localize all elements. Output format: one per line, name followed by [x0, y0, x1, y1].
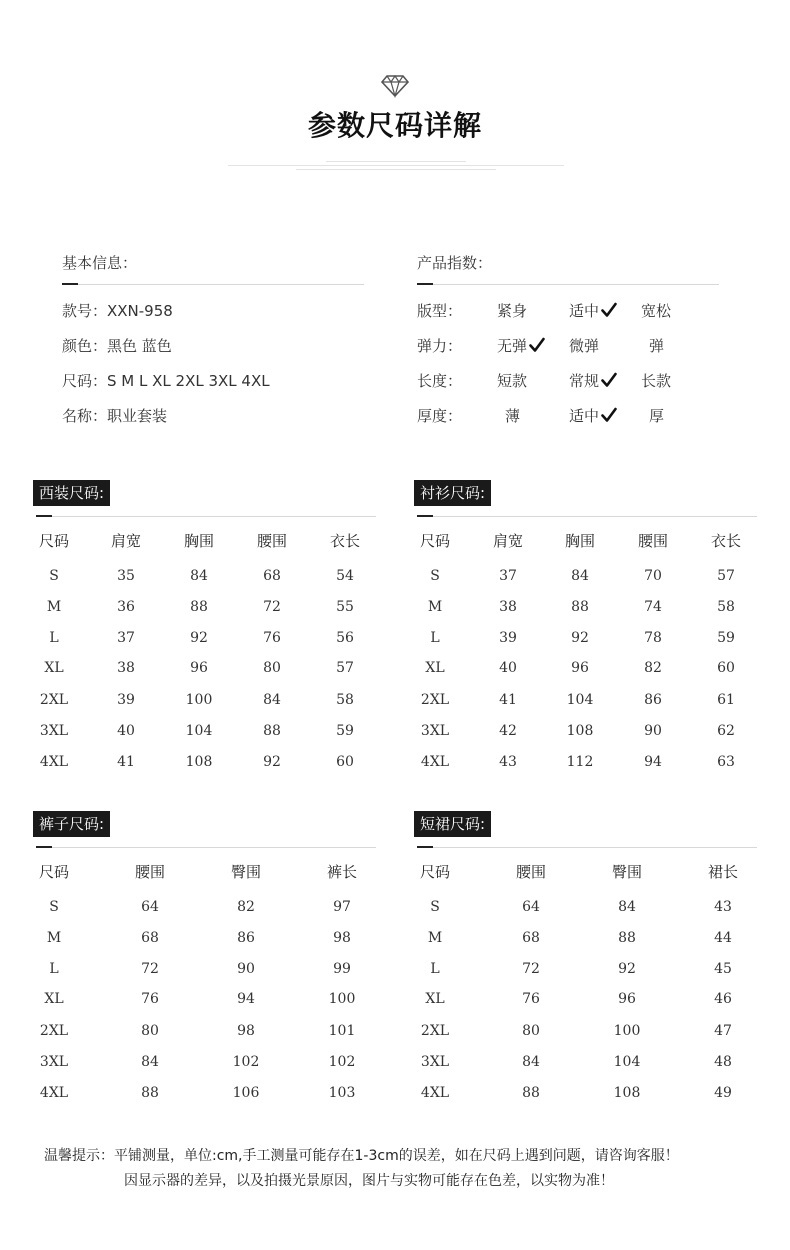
check-icon — [601, 302, 617, 318]
table-header: 肩宽 — [492, 532, 523, 550]
table-cell: XL — [425, 660, 445, 676]
index-option-label: 无弹 — [497, 337, 528, 355]
index-option-label: 适中 — [569, 302, 600, 320]
table-cell: 76 — [263, 630, 281, 646]
index-option — [641, 370, 671, 391]
table-cell: 100 — [613, 1023, 641, 1039]
index-option — [505, 405, 520, 426]
table-cell: 60 — [336, 754, 354, 770]
table-divider — [36, 847, 376, 848]
table-cell: 44 — [714, 930, 732, 946]
table-header: 腰围 — [256, 532, 287, 550]
table-cell: 100 — [328, 991, 356, 1007]
table-cell: 59 — [717, 630, 735, 646]
table-header: 臀围 — [611, 863, 642, 881]
table-cell: 96 — [618, 991, 636, 1007]
index-name: 版型： — [417, 302, 463, 320]
index-option — [641, 300, 671, 321]
table-cell: 70 — [644, 568, 662, 584]
table-cell: 72 — [263, 599, 281, 615]
table-cell: 54 — [336, 568, 354, 584]
table-cell: 3XL — [39, 723, 69, 739]
table-header: 腰围 — [515, 863, 546, 881]
basic-info-accent — [62, 283, 78, 285]
table-cell: 64 — [522, 899, 540, 915]
table-cell: 4XL — [39, 754, 69, 770]
table-header: 胸围 — [183, 532, 214, 550]
table-cell: 86 — [237, 930, 255, 946]
table-cell: 102 — [328, 1054, 356, 1070]
table-cell: 48 — [714, 1054, 732, 1070]
table-cell: 100 — [185, 692, 213, 708]
table-cell: 88 — [190, 599, 208, 615]
index-option-label: 厚 — [649, 407, 665, 425]
table-cell: 3XL — [420, 723, 450, 739]
table-cell: 84 — [141, 1054, 159, 1070]
page-title: 参数尺码详解 — [307, 109, 482, 142]
table-cell: 84 — [618, 899, 636, 915]
table-header: 尺码 — [38, 863, 69, 881]
index-name: 长度： — [417, 372, 463, 390]
table-cell: 35 — [117, 568, 135, 584]
table-cell: 63 — [717, 754, 735, 770]
table-cell: L — [49, 961, 59, 977]
table-cell: 84 — [571, 568, 589, 584]
product-index-accent — [417, 283, 433, 285]
style-number: 款号：XXN-958 — [62, 302, 173, 320]
table-cell: 41 — [499, 692, 517, 708]
basic-info-divider — [62, 284, 364, 285]
table-divider — [36, 516, 376, 517]
table-cell: 92 — [190, 630, 208, 646]
table-cell: 108 — [613, 1085, 641, 1101]
table-cell: S — [430, 568, 440, 584]
table-header: 胸围 — [564, 532, 595, 550]
table-header: 腰围 — [637, 532, 668, 550]
table-header: 衣长 — [329, 532, 360, 550]
table-cell: 3XL — [420, 1054, 450, 1070]
index-name: 弹力： — [417, 337, 463, 355]
table-cell: 92 — [618, 961, 636, 977]
table-cell: M — [46, 599, 62, 615]
index-option-label: 微弹 — [569, 337, 600, 355]
table-cell: 88 — [522, 1085, 540, 1101]
index-option — [569, 335, 599, 356]
table-cell: 46 — [714, 991, 732, 1007]
table-title: 西装尺码: — [33, 480, 110, 506]
colors: 颜色：黑色 蓝色 — [62, 337, 172, 355]
table-cell: 102 — [232, 1054, 260, 1070]
table-cell: 103 — [328, 1085, 356, 1101]
index-option-label: 紧身 — [497, 302, 528, 320]
index-option-label: 薄 — [505, 407, 521, 425]
table-cell: 84 — [263, 692, 281, 708]
table-cell: 72 — [141, 961, 159, 977]
table-cell: 43 — [714, 899, 732, 915]
index-option-label: 宽松 — [641, 302, 672, 320]
table-cell: 84 — [190, 568, 208, 584]
table-cell: 43 — [499, 754, 517, 770]
table-cell: 36 — [117, 599, 135, 615]
table-cell: 68 — [522, 930, 540, 946]
table-cell: L — [49, 630, 59, 646]
table-header: 尺码 — [38, 532, 69, 550]
table-cell: 68 — [141, 930, 159, 946]
table-cell: 45 — [714, 961, 732, 977]
table-cell: 76 — [141, 991, 159, 1007]
index-option-label: 适中 — [569, 407, 600, 425]
table-cell: L — [430, 961, 440, 977]
table-cell: 74 — [644, 599, 662, 615]
title-divider — [228, 158, 564, 172]
table-accent — [417, 846, 433, 848]
table-cell: 57 — [717, 568, 735, 584]
table-cell: 106 — [232, 1085, 260, 1101]
table-cell: XL — [44, 660, 64, 676]
table-cell: 68 — [263, 568, 281, 584]
index-option — [569, 300, 617, 321]
table-cell: 2XL — [39, 692, 69, 708]
basic-info-label: 基本信息： — [62, 254, 138, 272]
table-cell: 101 — [328, 1023, 356, 1039]
table-cell: 88 — [141, 1085, 159, 1101]
table-header: 尺码 — [419, 532, 450, 550]
table-cell: 92 — [571, 630, 589, 646]
index-option-label: 弹 — [649, 337, 665, 355]
table-cell: 94 — [237, 991, 255, 1007]
table-cell: 104 — [185, 723, 213, 739]
index-option-label: 短款 — [497, 372, 528, 390]
table-cell: 88 — [263, 723, 281, 739]
table-cell: 99 — [333, 961, 351, 977]
table-title: 衬衫尺码: — [414, 480, 491, 506]
table-divider — [417, 516, 757, 517]
table-cell: 78 — [644, 630, 662, 646]
table-cell: 62 — [717, 723, 735, 739]
table-cell: 96 — [190, 660, 208, 676]
table-cell: 104 — [566, 692, 594, 708]
table-cell: L — [430, 630, 440, 646]
index-option — [497, 370, 527, 391]
table-cell: 3XL — [39, 1054, 69, 1070]
table-cell: 90 — [237, 961, 255, 977]
table-header: 裙长 — [707, 863, 738, 881]
table-cell: 82 — [644, 660, 662, 676]
index-name: 厚度： — [417, 407, 463, 425]
table-cell: 2XL — [420, 1023, 450, 1039]
table-cell: 39 — [117, 692, 135, 708]
table-header: 裤长 — [326, 863, 357, 881]
table-cell: 76 — [522, 991, 540, 1007]
table-cell: 42 — [499, 723, 517, 739]
table-header: 衣长 — [710, 532, 741, 550]
diamond-icon — [381, 74, 409, 98]
table-cell: 38 — [499, 599, 517, 615]
table-cell: 82 — [237, 899, 255, 915]
table-cell: 58 — [336, 692, 354, 708]
table-cell: XL — [425, 991, 445, 1007]
index-option — [497, 300, 527, 321]
product-index-label: 产品指数： — [417, 254, 493, 272]
table-cell: 57 — [336, 660, 354, 676]
table-cell: S — [430, 899, 440, 915]
table-cell: 40 — [117, 723, 135, 739]
index-option — [569, 370, 617, 391]
index-option — [569, 405, 617, 426]
table-cell: 92 — [263, 754, 281, 770]
table-header: 臀围 — [230, 863, 261, 881]
table-cell: S — [49, 568, 59, 584]
table-cell: 4XL — [420, 1085, 450, 1101]
table-cell: M — [46, 930, 62, 946]
table-cell: 37 — [117, 630, 135, 646]
table-header: 肩宽 — [110, 532, 141, 550]
table-cell: 2XL — [420, 692, 450, 708]
index-option-label: 常规 — [569, 372, 600, 390]
table-cell: M — [427, 599, 443, 615]
table-cell: 98 — [333, 930, 351, 946]
table-cell: 4XL — [420, 754, 450, 770]
table-cell: 86 — [644, 692, 662, 708]
table-cell: 97 — [333, 899, 351, 915]
table-cell: 94 — [644, 754, 662, 770]
item-name: 名称：职业套装 — [62, 407, 168, 425]
table-cell: 2XL — [39, 1023, 69, 1039]
table-cell: 4XL — [39, 1085, 69, 1101]
table-cell: 88 — [618, 930, 636, 946]
sizes: 尺码：S M L XL 2XL 3XL 4XL — [62, 372, 270, 390]
index-option — [497, 335, 545, 356]
table-cell: 96 — [571, 660, 589, 676]
table-cell: M — [427, 930, 443, 946]
table-accent — [36, 515, 52, 517]
table-cell: 56 — [336, 630, 354, 646]
table-cell: 98 — [237, 1023, 255, 1039]
tip-note: 温馨提示：平铺测量，单位:cm,手工测量可能存在1-3cm的误差，如在尺码上遇到问题，请咨询客服！ — [44, 1148, 679, 1164]
table-accent — [36, 846, 52, 848]
table-cell: S — [49, 899, 59, 915]
table-accent — [417, 515, 433, 517]
table-cell: 80 — [263, 660, 281, 676]
table-cell: 37 — [499, 568, 517, 584]
table-cell: 84 — [522, 1054, 540, 1070]
table-title: 裤子尺码: — [33, 811, 110, 837]
index-option — [649, 335, 664, 356]
table-cell: 59 — [336, 723, 354, 739]
table-cell: 38 — [117, 660, 135, 676]
check-icon — [601, 372, 617, 388]
table-cell: 88 — [571, 599, 589, 615]
table-title: 短裙尺码: — [414, 811, 491, 837]
table-cell: 64 — [141, 899, 159, 915]
table-cell: 108 — [566, 723, 594, 739]
table-header: 尺码 — [419, 863, 450, 881]
table-cell: 80 — [522, 1023, 540, 1039]
table-cell: 55 — [336, 599, 354, 615]
index-option — [649, 405, 664, 426]
table-cell: 61 — [717, 692, 735, 708]
table-cell: 58 — [717, 599, 735, 615]
table-cell: 47 — [714, 1023, 732, 1039]
table-divider — [417, 847, 757, 848]
check-icon — [601, 407, 617, 423]
check-icon — [529, 337, 545, 353]
product-index-divider — [417, 284, 719, 285]
table-cell: 80 — [141, 1023, 159, 1039]
table-cell: 60 — [717, 660, 735, 676]
table-cell: 90 — [644, 723, 662, 739]
color-note: 因显示器的差异，以及拍摄光景原因，图片与实物可能存在色差，以实物为准！ — [124, 1173, 614, 1189]
table-cell: 39 — [499, 630, 517, 646]
table-cell: 72 — [522, 961, 540, 977]
table-cell: XL — [44, 991, 64, 1007]
table-cell: 112 — [566, 754, 594, 770]
table-cell: 40 — [499, 660, 517, 676]
index-option-label: 长款 — [641, 372, 672, 390]
table-cell: 49 — [714, 1085, 732, 1101]
table-cell: 41 — [117, 754, 135, 770]
table-cell: 104 — [613, 1054, 641, 1070]
table-header: 腰围 — [134, 863, 165, 881]
table-cell: 108 — [185, 754, 213, 770]
